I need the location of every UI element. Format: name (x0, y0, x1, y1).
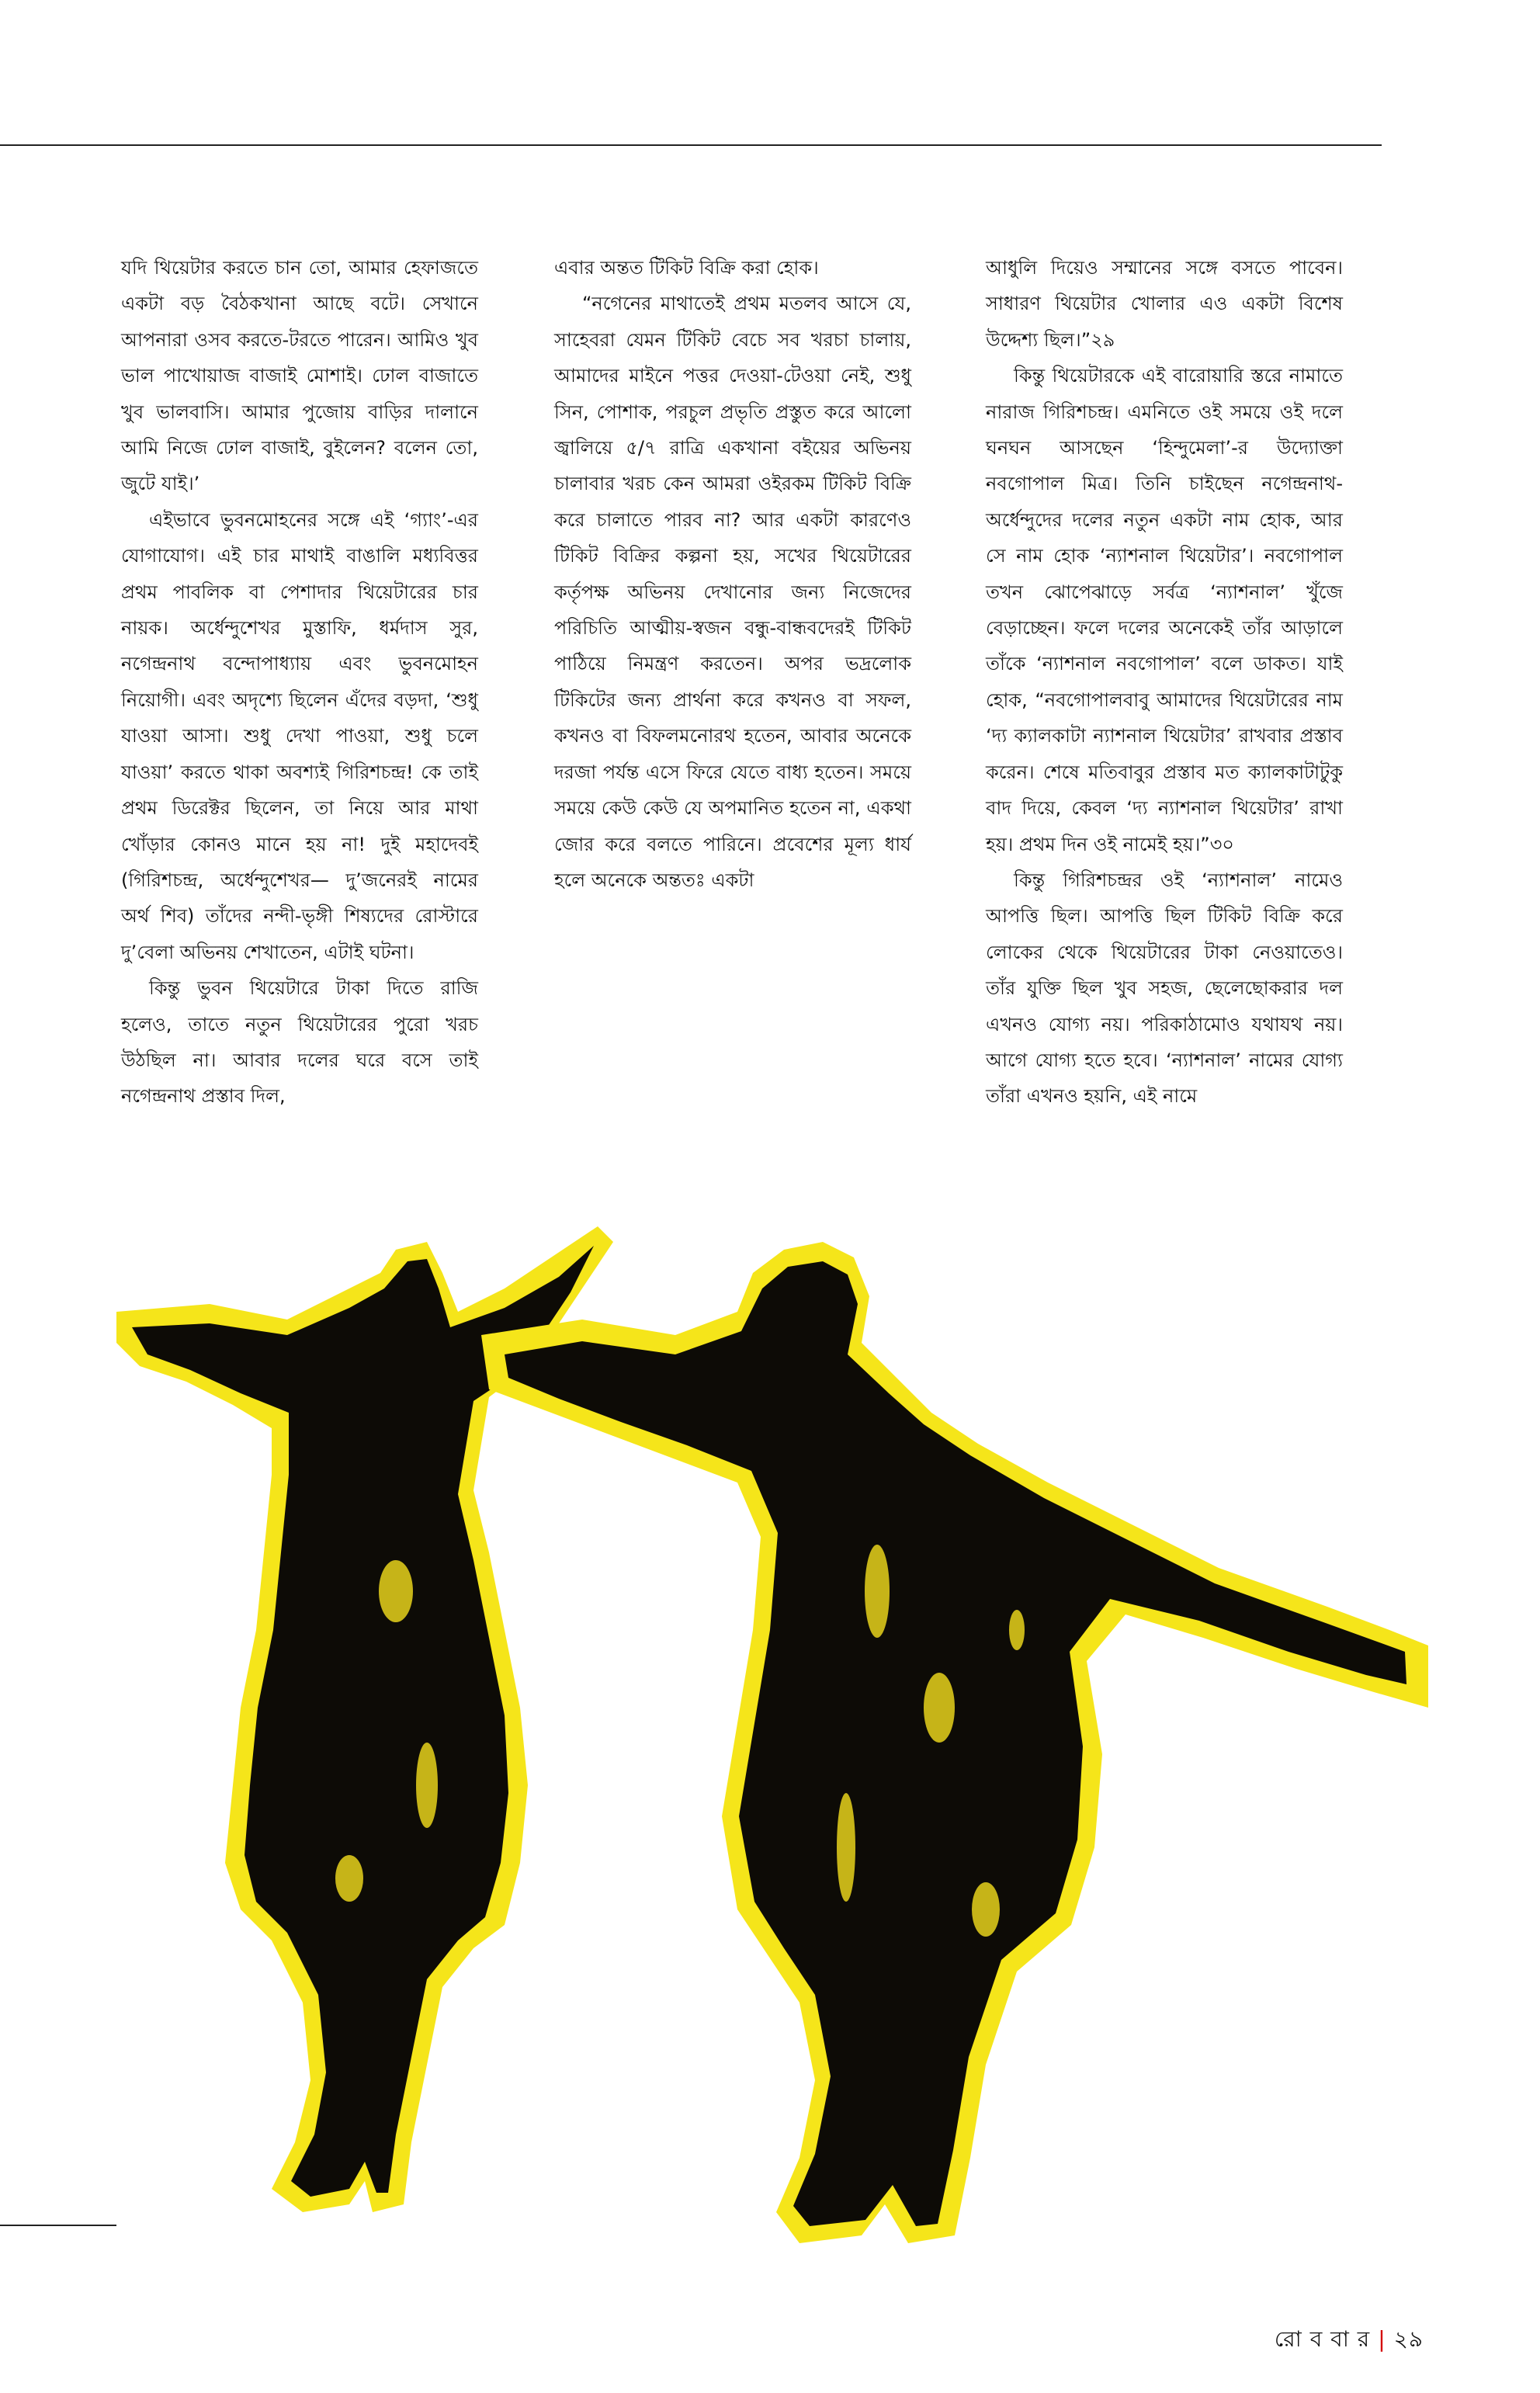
article-column-1 (121, 250, 478, 1115)
page-number: ২৯ (1393, 2326, 1424, 2352)
paragraph: “নগেনের মাথাতেই প্রথম মতলব আসে যে, সাহেবরা যেমন টিকিট বেচে সব খরচা চালায়, আমাদের মাইনে পত্তর দেওয়া-টেওয়া নেই, শুধু সিন, পোশাক, পরচুল প্রভৃতি প্রস্তুত করে আলো জ্বালিয়ে ৫/৭ রাত্রি একখানা বইয়ের অভিনয় চালাবার খরচ কেন আমরা ওইরকম টিকিট বিক্রি করে চালাতে পারব না? আর একটা কারণেও টিকিট বিক্রির কল্পনা হয়, সখের থিয়েটারের কর্তৃপক্ষ অভিনয় দেখানোর জন্য নিজেদের পরিচিতি আত্মীয়-স্বজন বন্ধু-বান্ধবদেরই টিকিট পাঠিয়ে নিমন্ত্রণ করতেন। অপর ভদ্রলোক টিকিটের জন্য প্রার্থনা করে কখনও বা সফল, কখনও বা বিফলমনোরথ হতেন, আবার অনেকে দরজা পর্যন্ত এসে ফিরে যেতে বাধ্য হতেন। সময়ে সময়ে কেউ কেউ যে অপমানিত হতেন না, একথা জোর করে বলতে পারিনে। প্রবেশের মূল্য ধার্য হলে অনেকে অন্ততঃ একটা (554, 293, 911, 891)
right-dancer-silhouette (505, 1261, 1406, 2226)
page-footer (1275, 2322, 1424, 2359)
paragraph: কিন্তু ভুবন থিয়েটারে টাকা দিতে রাজি হলেও, তাতে নতুন থিয়েটারের পুরো খরচ উঠছিল না। আবার দলের ঘরে বসে তাই নগেন্দ্রনাথ প্রস্তাব দিল, (121, 977, 478, 1108)
bottom-rule (0, 2225, 116, 2226)
paragraph: যদি থিয়েটার করতে চান তো, আমার হেফাজতে একটা বড় বৈঠকখানা আছে বটে। সেখানে আপনারা ওসব করতে-টরতে পারেন। আমিও খুব ভাল পাখোয়াজ বাজাই মোশাই। ঢোল বাজাতে খুব ভালবাসি। আমার পুজোয় বাড়ির দালানে আমি নিজে ঢোল বাজাই, বুইলেন? বলেন তো, জুটে যাই।’ (121, 257, 478, 495)
paragraph: কিন্তু গিরিশচন্দ্রর ওই ‘ন্যাশনাল’ নামেও আপত্তি ছিল। আপত্তি ছিল টিকিট বিক্রি করে লোকের থেকে থিয়েটারের টাকা নেওয়াতেও। তাঁর যুক্তি ছিল খুব সহজ, ছেলেছোকরার দল এখনও যোগ্য নয়। পরিকাঠামোও যথাযথ নয়। আগে যোগ্য হতে হবে। ‘ন্যাশনাল’ নামের যোগ্য তাঁরা এখনও হয়নি, এই নামে (986, 869, 1343, 1108)
paragraph: আধুলি দিয়েও সম্মানের সঙ্গে বসতে পাবেন। সাধারণ থিয়েটার খোলার এও একটা বিশেষ উদ্দেশ্য ছিল।”২৯ (986, 257, 1343, 351)
dancers-illustration (116, 1226, 1436, 2251)
paragraph: কিন্তু থিয়েটারকে এই বারোয়ারি স্তরে নামাতে নারাজ গিরিশচন্দ্র। এমনিতে ওই সময়ে ওই দলে ঘনঘন আসছেন ‘হিন্দুমেলা’-র উদ্যোক্তা নবগোপাল মিত্র। তিনি চাইছেন নগেন্দ্রনাথ-অর্ধেন্দুদের দলের নতুন একটা নাম হোক, আর সে নাম হোক ‘ন্যাশনাল থিয়েটার’। নবগোপাল তখন ঝোপেঝাড়ে সর্বত্র ‘ন্যাশনাল’ খুঁজে বেড়াচ্ছেন। ফলে দলের অনেকেই তাঁর আড়ালে তাঁকে ‘ন্যাশনাল নবগোপাল’ বলে ডাকত। যাই হোক, “নবগোপালবাবু আমাদের থিয়েটারের নাম ‘দ্য ক্যালকাটা ন্যাশনাল থিয়েটার’ রাখবার প্রস্তাব করেন। শেষে মতিবাবুর প্রস্তাব মত ক্যালকাটাটুকু বাদ দিয়ে, কেবল ‘দ্য ন্যাশনাল থিয়েটার’ রাখা হয়। প্রথম দিন ওই নামেই হয়।”৩০ (986, 365, 1343, 855)
article-column-2 (554, 250, 911, 898)
paragraph: এইভাবে ভুবনমোহনের সঙ্গে এই ‘গ্যাং’-এর যোগাযোগ। এই চার মাথাই বাঙালি মধ্যবিত্তর প্রথম পাবলিক বা পেশাদার থিয়েটারের চার নায়ক। অর্ধেন্দুশেখর মুস্তাফি, ধর্মদাস সুর, নগেন্দ্রনাথ বন্দোপাধ্যায় এবং ভুবনমোহন নিয়োগী। এবং অদৃশ্যে ছিলেন এঁদের বড়দা, ‘শুধু যাওয়া আসা। শুধু দেখা পাওয়া, শুধু চলে যাওয়া’ করতে থাকা অবশ্যই গিরিশচন্দ্র! কে তাই প্রথম ডিরেক্টর ছিলেন, তা নিয়ে আর মাথা খোঁড়ার কোনও মানে হয় না! দুই মহাদেবই (গিরিশচন্দ্র, অর্ধেন্দুশেখর— দু’জনেরই নামের অর্থ শিব) তাঁদের নন্দী-ভৃঙ্গী শিষ্যদের রোস্টারে দু’বেলা অভিনয় শেখাতেন, এটাই ঘটনা। (121, 508, 478, 963)
footer-separator: | (1378, 2326, 1386, 2352)
article-column-3 (986, 250, 1343, 1115)
magazine-name: রো ব বা র (1274, 2326, 1371, 2352)
paragraph: এবার অন্তত টিকিট বিক্রি করা হোক। (554, 257, 819, 279)
top-rule (0, 144, 1382, 146)
